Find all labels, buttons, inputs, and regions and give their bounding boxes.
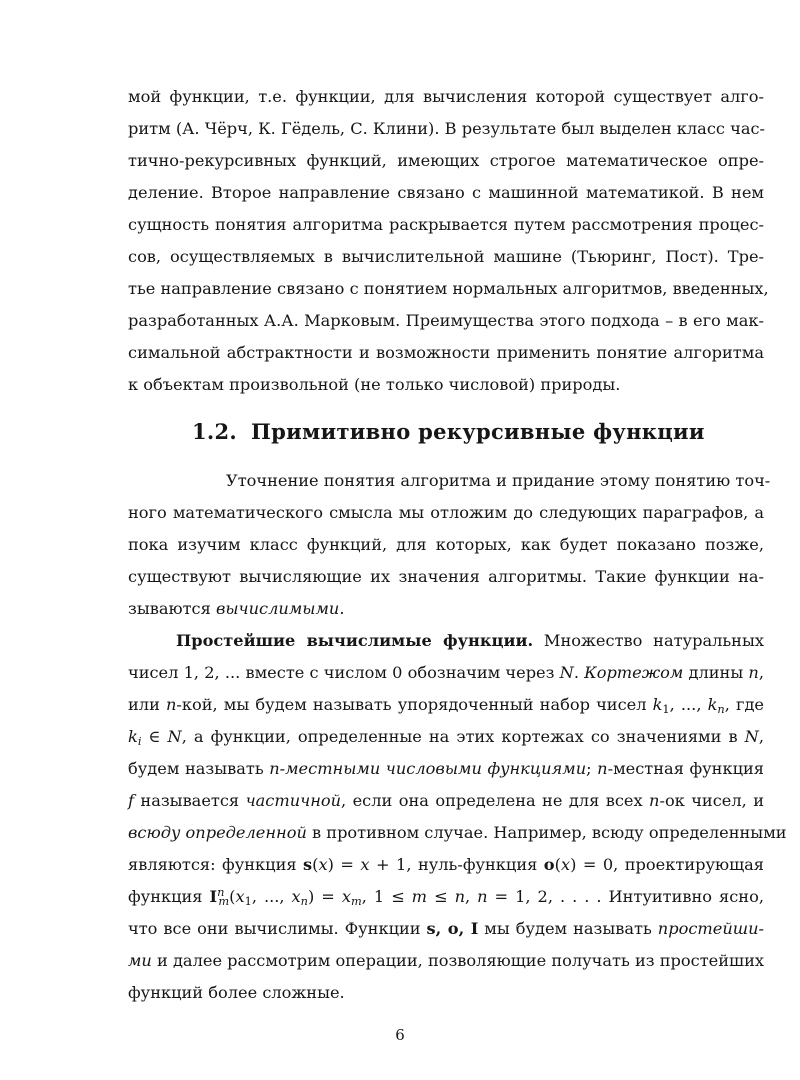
text-line: ритм (А. Чёрч, К. Гёдель, С. Клини). В результате был выделен класс час- <box>128 119 766 138</box>
text-line: Уточнение понятия алгоритма и придание этому понятию точ- <box>226 471 771 490</box>
text-line: деление. Второе направление связано с машинной математикой. В нем <box>128 183 764 202</box>
text-line: тично-рекурсивных функций, имеющих строгое математическое опре- <box>128 151 764 170</box>
term-total: всюду определенной <box>128 823 307 842</box>
term-n-ary-functions: n-местными числовыми функциями <box>269 759 587 778</box>
text-line: сущность понятия алгоритма раскрывается путем рассмотрения процес- <box>128 215 764 234</box>
term-tuple: Кортежом <box>584 663 684 682</box>
text-line: пока изучим класс функций, для которых, как будет показано позже, <box>128 535 764 554</box>
text-line: симальной абстрактности и возможности применить понятие алгоритма <box>128 343 764 362</box>
section-number: 1.2. <box>192 419 238 444</box>
text-line: $k_i$ ∈ N, а функции, определенные на этих кортежах со значениями в N, <box>128 727 764 748</box>
paragraph-title: Простейшие вычислимые функции. <box>176 631 534 650</box>
text-line: будем называть n-местными числовыми функциями; n-местная функция <box>128 759 764 778</box>
term-simplest: простейши- <box>657 919 764 938</box>
term-computable: вычислимыми <box>215 599 340 618</box>
section-heading <box>192 417 705 447</box>
text-line: всюду определенной в противном случае. Например, всюду определенными <box>128 823 787 842</box>
text-line: тье направление связано с понятием нормальных алгоритмов, введенных, <box>128 279 769 298</box>
text-line: чисел 1, 2, ... вместе с числом 0 обозначим через N. Кортежом длины n, <box>128 663 764 682</box>
text-line: зываются вычислимыми. <box>128 599 345 618</box>
text-line: ного математического смысла мы отложим до следующих параграфов, а <box>128 503 764 522</box>
text-line: f называется частичной, если она определена не для всех n-ок чисел, и <box>128 791 764 810</box>
text-line: что все они вычислимы. Функции s, o, I мы будем называть простейши- <box>128 919 764 938</box>
section-title: Примитивно рекурсивные функции <box>251 419 705 444</box>
text-line: функция $I^n_m(x_1$, ..., $x_n) = x_m$, 1 ≤ m ≤ n, n = 1, 2, . . . . Интуитивно ясно, <box>128 885 764 908</box>
text-line: существуют вычисляющие их значения алгоритмы. Такие функции на- <box>128 567 764 586</box>
text-line: мой функции, т.е. функции, для вычисления которой существует алго- <box>128 87 764 106</box>
term-partial: частичной <box>245 791 342 810</box>
text-line: ми и далее рассмотрим операции, позволяющие получать из простейших <box>128 951 764 970</box>
text-line: сов, осуществляемых в вычислительной машине (Тьюринг, Пост). Тре- <box>128 247 764 266</box>
text-line: разработанных А.А. Марковым. Преимущества этого подхода – в его мак- <box>128 311 764 330</box>
text-line: являются: функция s(x) = x + 1, нуль-функция o(x) = 0, проектирующая <box>128 855 765 874</box>
text-line: Простейшие вычислимые функции. Множество натуральных <box>176 631 764 650</box>
text-line: функций более сложные. <box>128 983 345 1002</box>
text-line: к объектам произвольной (не только числовой) природы. <box>128 375 621 394</box>
page-number: 6 <box>395 1026 405 1044</box>
text-line: или n-кой, мы будем называть упорядоченный набор чисел $k_1$, ..., $k_n$, где <box>128 695 764 716</box>
